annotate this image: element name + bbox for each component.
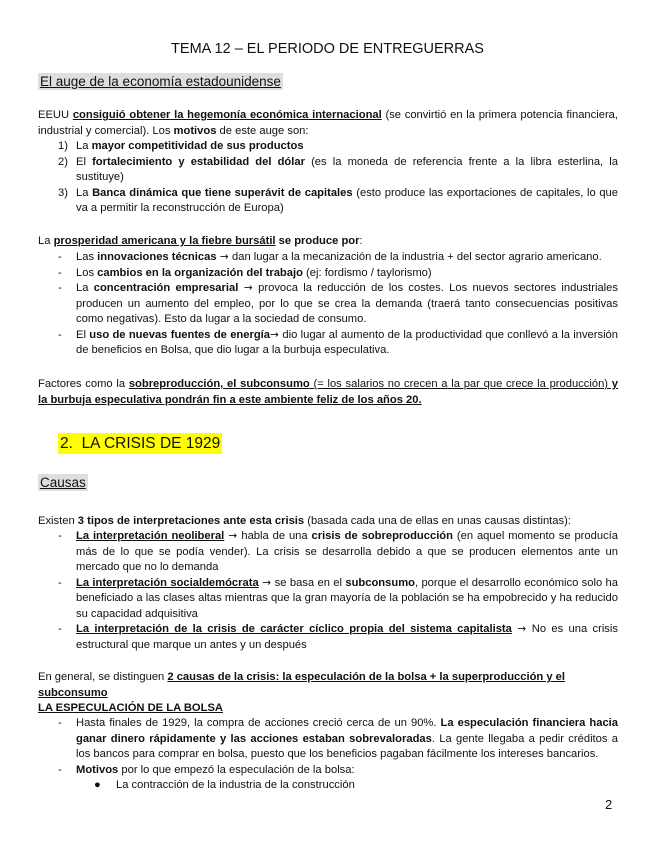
interpretaciones-intro: Existen 3 tipos de interpretaciones ante esta crisis (basada cada una de ellas en unas causas distintas): [38, 515, 571, 527]
arrow-icon: → [270, 328, 283, 341]
list-item: - Las innovaciones técnicas → dan lugar a la mecanización de la industria + del sector agrario americano. [58, 251, 602, 263]
page-number: 2 [605, 797, 613, 812]
causas-heading: Causas [40, 475, 86, 490]
arrow-icon: → [258, 576, 275, 589]
list-item: - Los cambios en la organización del trabajo (ej: fordismo / taylorismo) [58, 266, 432, 279]
prosperidad-paragraph: La prosperidad americana y la fiebre bursátil se produce por: [38, 235, 363, 247]
arrow-icon: → [511, 623, 532, 635]
list-item: 3) La Banca dinámica que tiene superávit de capitales (esto produce las exportaciones de capitales, lo que va a permitir la reconstrucción de Europa) [58, 186, 618, 214]
list-item: - La interpretación socialdemócrata → se basa en el subconsumo, porque el desarrollo económico solo ha beneficiado a las clases altas mientras que la gran mayoría de la población se ha empobrecido y ha reducido su capacidad adquisitiva [58, 576, 618, 620]
intro-paragraph: EEUU consiguió obtener la hegemonía económica internacional (se convirtió en la primera potencia financiera, industrial y comercial). Los motivos de este auge son: [38, 109, 618, 137]
motivos-list [38, 139, 618, 217]
list-item: - La interpretación neoliberal → habla de una crisis de sobreproducción (en aquel momento se producía más de lo que se podía vender). La crisis se desarrolla debido a que se producen elementos ante un mercado que no lo demanda [58, 530, 618, 573]
list-item: ● La contracción de la industria de la construcción [38, 778, 618, 794]
arrow-icon: → [216, 251, 233, 263]
list-item: - La interpretación de la crisis de carácter cíclico propia del sistema capitalista → No es una crisis estructural que marque un antes y un después [58, 623, 618, 651]
page-title: TEMA 12 – EL PERIODO DE ENTREGUERRAS [171, 41, 484, 57]
section-heading-auge: El auge de la economía estadounidense [40, 74, 281, 89]
arrow-icon: → [224, 530, 242, 542]
especulacion-list [38, 716, 618, 794]
causes-list [38, 250, 618, 359]
list-item: 1) La mayor competitividad de sus productos [58, 140, 304, 152]
interpretaciones-list [38, 529, 618, 653]
list-item: - Hasta finales de 1929, la compra de acciones creció cerca de un 90%. La especulación financiera hacia ganar dinero rápidamente y las acciones estaban sobrevaloradas. La gente llegaba a pedir créditos a los bancos para comprar en bolsa, puesto que los beneficios pagaban fácilmente los intereses bancarios. [58, 717, 619, 760]
bullet-icon: ● [94, 779, 101, 791]
arrow-icon: → [238, 282, 259, 294]
causas-general-paragraph: En general, se distinguen 2 causas de la crisis: la especulación de la bolsa + la superproducción y el subconsumo [38, 671, 566, 699]
factores-paragraph: Factores como la sobreproducción, el subconsumo (= los salarios no crecen a la par que crece la producción) y la burbuja especulativa pondrán fin a este ambiente feliz de los años 20. [38, 378, 618, 406]
list-item: - Motivos por lo que empezó la especulación de la bolsa: [58, 763, 355, 776]
list-item: - El uso de nuevas fuentes de energía→ dio lugar al aumento de la productividad que conllevó a la inversión de beneficios en Bolsa, que dio lugar a la burbuja especulativa. [58, 328, 619, 356]
list-item: - La concentración empresarial → provoca la reducción de los costes. Los nuevos sectores industriales producen un aumento del empleo, por lo que se crea la demanda (traerá tanto consecuencias positivas como negativas). Esto da lugar a la sociedad de consumo. [58, 282, 618, 325]
especulacion-heading: LA ESPECULACIÓN DE LA BOLSA [38, 702, 224, 714]
section-heading-crisis: 2. LA CRISIS DE 1929 [60, 435, 221, 452]
list-item: 2) El fortalecimiento y estabilidad del dólar (es la moneda de referencia frente a la libra esterlina, la sustituye) [58, 155, 618, 183]
